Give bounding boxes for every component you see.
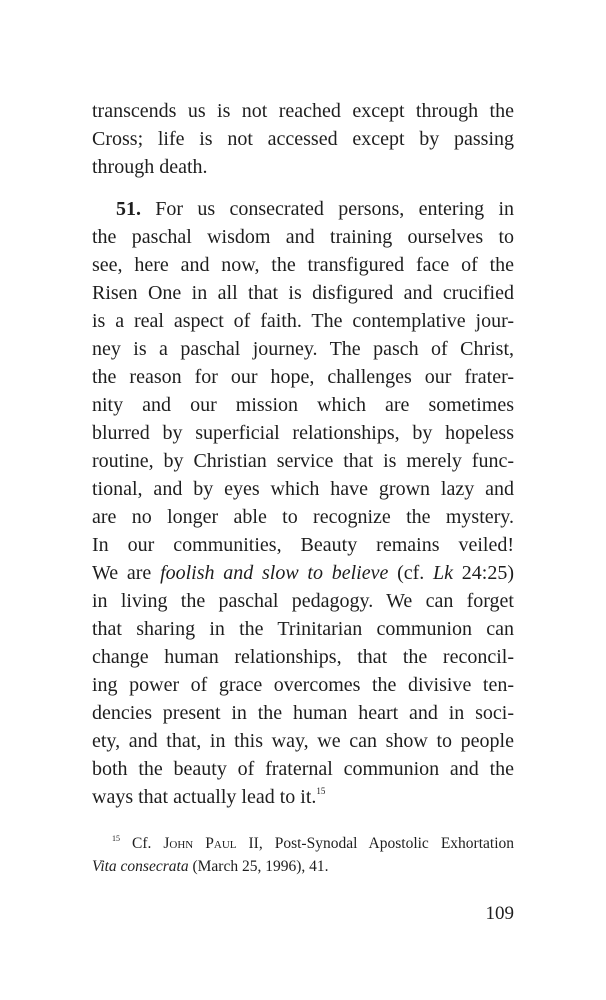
text-span: Cf. [120,835,164,852]
text-line [92,783,514,811]
text-line: routine, by Christian service that is merely func- [92,450,514,472]
text-line: the reason for our hope, challenges our frater- [92,366,514,388]
paragraph-spacer [92,181,514,195]
text-line: through death. [92,156,208,178]
text-span: We are [92,562,161,584]
scripture-book: Lk [433,562,454,584]
footnote-line [92,855,514,878]
footnote-author: John Paul II [163,835,259,852]
text-line: Cross; life is not accessed except by passing [92,128,514,150]
continued-paragraph [92,97,514,181]
paragraph-number: 51. [116,198,141,220]
page-body [92,97,514,811]
text-line: transcends us is not reached except through the [92,100,514,122]
text-line: change human relationships, that the reconcil- [92,646,514,668]
text-line: the paschal wisdom and training ourselves to [92,226,514,248]
text-span: 24:25) [453,562,515,584]
page-number: 109 [485,903,514,924]
text-line: tional, and by eyes which have grown lazy and [92,478,514,500]
text-line: Risen One in all that is disfigured and crucified [92,282,514,304]
text-span: , Post-Synodal Apostolic Exhortation [258,835,514,852]
footnote-title: Vita consecrata [92,858,189,875]
text-span: (March 25, 1996), 41. [188,858,329,875]
text-line: In our communities, Beauty remains veiled! [92,534,514,556]
text-line-quote [92,559,514,587]
text-line: ney is a paschal journey. The pasch of Christ, [92,338,514,360]
text-line: in living the paschal pedagogy. We can forget [92,590,514,612]
text-span: For us consecrated persons, entering in [141,198,514,220]
text-line: see, here and now, the transfigured face of the [92,254,514,276]
text-line: ing power of grace overcomes the divisive ten- [92,674,514,696]
footnote-line [92,832,514,855]
text-line: are no longer able to recognize the mystery. [92,506,514,528]
text-span: (cf. [388,562,434,584]
text-line: that sharing in the Trinitarian communion can [92,618,514,640]
footnote-marker: 15 [112,834,120,843]
footnotes [92,832,514,878]
paragraph-51 [92,195,514,811]
scripture-quote: foolish and slow to believe [160,562,389,584]
footnote-reference[interactable]: 15 [316,786,326,796]
text-line [92,195,514,223]
text-line: is a real aspect of faith. The contemplative jour- [92,310,514,332]
text-line: blurred by superficial relationships, by hopeless [92,422,514,444]
text-line: dencies present in the human heart and in soci- [92,702,514,724]
text-line: both the beauty of fraternal communion and the [92,758,514,780]
text-line: nity and our mission which are sometimes [92,394,514,416]
text-span: ways that actually lead to it. [92,786,317,808]
text-line: ety, and that, in this way, we can show to people [92,730,514,752]
